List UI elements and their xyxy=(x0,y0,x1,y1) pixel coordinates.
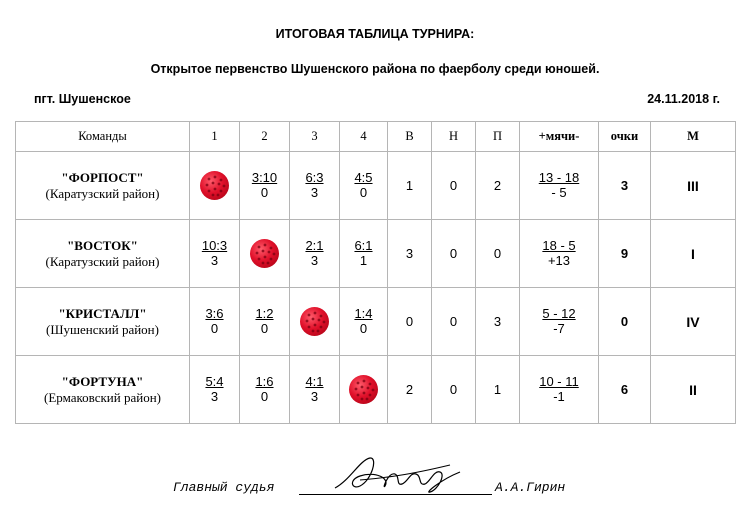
signature-line xyxy=(299,494,492,495)
match-score: 2:1 xyxy=(305,237,324,253)
goals-for-against: 10 - 11 xyxy=(539,373,579,389)
signature-image xyxy=(330,450,470,500)
table-row xyxy=(16,220,736,288)
match-points: 0 xyxy=(260,184,269,200)
place-cell: IV xyxy=(651,288,736,356)
header-draws: Н xyxy=(432,122,476,152)
match-result-cell xyxy=(290,356,340,424)
team-name: "ФОРТУНА" xyxy=(61,373,144,389)
match-score: 4:1 xyxy=(305,373,324,389)
header-opponent-3: 3 xyxy=(290,122,340,152)
match-result-cell xyxy=(240,288,290,356)
match-points: 0 xyxy=(260,320,269,336)
match-points: 3 xyxy=(210,252,219,268)
match-score: 4:5 xyxy=(354,169,373,185)
match-score: 6:3 xyxy=(305,169,324,185)
self-match-cell xyxy=(240,220,290,288)
team-region: (Шушенский район) xyxy=(46,321,159,337)
match-points: 3 xyxy=(310,252,319,268)
match-points: 0 xyxy=(359,184,368,200)
team-name: "ФОРПОСТ" xyxy=(61,169,144,185)
team-cell xyxy=(16,356,190,424)
header-losses: П xyxy=(476,122,520,152)
draws-cell: 0 xyxy=(432,220,476,288)
match-result-cell xyxy=(190,220,240,288)
table-row xyxy=(16,288,736,356)
goals-cell xyxy=(520,288,599,356)
goals-for-against: 13 - 18 xyxy=(538,169,580,185)
floorball-icon xyxy=(250,239,279,268)
points-cell: 3 xyxy=(599,152,651,220)
header-points: очки xyxy=(599,122,651,152)
match-result-cell xyxy=(290,220,340,288)
match-score: 5:4 xyxy=(205,373,224,389)
match-result-cell xyxy=(190,288,240,356)
header-opponent-4: 4 xyxy=(340,122,388,152)
self-match-cell xyxy=(190,152,240,220)
goal-difference: +13 xyxy=(547,252,571,268)
losses-cell: 2 xyxy=(476,152,520,220)
losses-cell: 3 xyxy=(476,288,520,356)
judge-name: А.А.Гирин xyxy=(495,480,566,495)
team-region: (Каратузский район) xyxy=(45,185,160,201)
wins-cell: 2 xyxy=(388,356,432,424)
document-title: ИТОГОВАЯ ТАБЛИЦА ТУРНИРА: xyxy=(275,27,475,41)
wins-cell: 1 xyxy=(388,152,432,220)
document-subtitle: Открытое первенство Шушенского района по фаерболу среди юношей. xyxy=(150,62,600,76)
header-wins: В xyxy=(388,122,432,152)
floorball-icon xyxy=(200,171,229,200)
wins-cell: 3 xyxy=(388,220,432,288)
match-score: 1:6 xyxy=(255,373,274,389)
match-score: 6:1 xyxy=(354,237,373,253)
judge-label: Главный судья xyxy=(173,480,275,495)
match-result-cell xyxy=(190,356,240,424)
team-name: "КРИСТАЛЛ" xyxy=(58,305,147,321)
header-row xyxy=(16,122,736,152)
goals-cell xyxy=(520,152,599,220)
header-opponent-2: 2 xyxy=(240,122,290,152)
floorball-icon xyxy=(300,307,329,336)
match-points: 0 xyxy=(359,320,368,336)
draws-cell: 0 xyxy=(432,288,476,356)
match-score: 3:10 xyxy=(251,169,278,185)
points-cell: 6 xyxy=(599,356,651,424)
floorball-icon xyxy=(349,375,378,404)
team-region: (Ермаковский район) xyxy=(44,389,161,405)
match-result-cell xyxy=(240,356,290,424)
results-table xyxy=(15,121,736,424)
match-result-cell xyxy=(340,220,388,288)
match-score: 10:3 xyxy=(201,237,228,253)
place-cell: I xyxy=(651,220,736,288)
self-match-cell xyxy=(290,288,340,356)
header-teams: Команды xyxy=(16,122,190,152)
points-cell: 9 xyxy=(599,220,651,288)
losses-cell: 1 xyxy=(476,356,520,424)
date-label: 24.11.2018 г. xyxy=(647,92,720,106)
match-points: 1 xyxy=(359,252,368,268)
match-points: 3 xyxy=(310,388,319,404)
match-result-cell xyxy=(340,152,388,220)
goal-difference: -7 xyxy=(553,320,565,336)
goals-for-against: 18 - 5 xyxy=(542,237,576,253)
place-cell: III xyxy=(651,152,736,220)
goals-cell xyxy=(520,220,599,288)
goals-for-against: 5 - 12 xyxy=(542,305,576,321)
place-cell: II xyxy=(651,356,736,424)
header-place: М xyxy=(651,122,736,152)
match-result-cell xyxy=(240,152,290,220)
header-opponent-1: 1 xyxy=(190,122,240,152)
match-result-cell xyxy=(340,288,388,356)
losses-cell: 0 xyxy=(476,220,520,288)
team-cell xyxy=(16,288,190,356)
wins-cell: 0 xyxy=(388,288,432,356)
match-points: 0 xyxy=(260,388,269,404)
team-cell xyxy=(16,152,190,220)
match-result-cell xyxy=(290,152,340,220)
table-row xyxy=(16,356,736,424)
match-points: 3 xyxy=(310,184,319,200)
goal-difference: - 5 xyxy=(551,184,567,200)
team-region: (Каратузский район) xyxy=(45,253,160,269)
venue-label: пгт. Шушенское xyxy=(34,92,131,106)
table-row xyxy=(16,152,736,220)
team-name: "ВОСТОК" xyxy=(67,237,138,253)
match-score: 1:4 xyxy=(354,305,373,321)
draws-cell: 0 xyxy=(432,152,476,220)
self-match-cell xyxy=(340,356,388,424)
points-cell: 0 xyxy=(599,288,651,356)
team-cell xyxy=(16,220,190,288)
match-points: 0 xyxy=(210,320,219,336)
header-goals: +мячи- xyxy=(520,122,599,152)
match-score: 1:2 xyxy=(255,305,274,321)
goal-difference: -1 xyxy=(553,388,565,404)
goals-cell xyxy=(520,356,599,424)
match-points: 3 xyxy=(210,388,219,404)
draws-cell: 0 xyxy=(432,356,476,424)
match-score: 3:6 xyxy=(205,305,224,321)
